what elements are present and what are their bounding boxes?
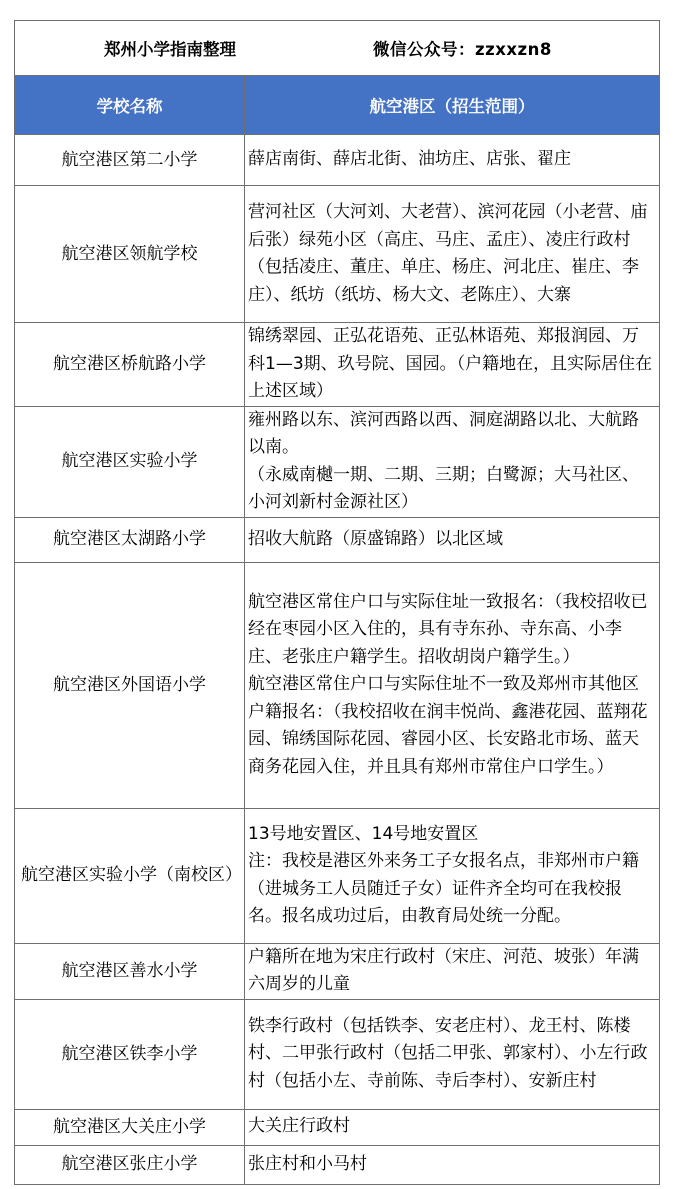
school-name: 航空港区太湖路小学 <box>15 517 245 562</box>
table-header-row <box>15 76 660 135</box>
enrollment-scope <box>245 943 660 999</box>
page-title: 郑州小学指南整理 <box>104 40 236 59</box>
scope-text: 招收大航路（原盛锦路）以北区域 <box>248 528 503 549</box>
table-row <box>15 517 660 562</box>
table-row <box>15 406 660 517</box>
school-name: 航空港区第二小学 <box>15 135 245 186</box>
table-row <box>15 808 660 943</box>
table-row <box>15 186 660 323</box>
enrollment-scope <box>245 186 660 323</box>
enrollment-scope <box>245 323 660 407</box>
scope-text: 大关庄行政村 <box>248 1116 350 1137</box>
scope-text: （永威南樾一期、二期、三期；白鹭源；大马社区、小河刘新村金源社区） <box>248 464 639 512</box>
scope-text: 薛店南街、薛店北街、油坊庄、店张、翟庄 <box>248 149 571 170</box>
title-row <box>15 21 660 76</box>
scope-text: 营河社区（大河刘、大老营）、滨河花园（小老营、庙后张）绿苑小区（高庄、马庄、孟庄）、凌庄行政村（包括凌庄、董庄、单庄、杨庄、河北庄、崔庄、李庄）、纸坊（纸坊、杨大文、老陈庄）、大寨 <box>248 202 648 305</box>
enrollment-scope <box>245 135 660 186</box>
table-row <box>15 135 660 186</box>
school-name: 航空港区善水小学 <box>15 943 245 999</box>
column-header-scope: 航空港区（招生范围） <box>245 76 660 135</box>
table-row <box>15 1109 660 1145</box>
table-row <box>15 562 660 808</box>
school-name: 航空港区铁李小学 <box>15 999 245 1109</box>
enrollment-scope <box>245 1109 660 1145</box>
enrollment-scope <box>245 517 660 562</box>
scope-text: 13号地安置区、14号地安置区 <box>248 823 479 844</box>
enrollment-scope <box>245 808 660 943</box>
table-row <box>15 1145 660 1184</box>
school-name: 航空港区领航学校 <box>15 186 245 323</box>
school-name: 航空港区桥航路小学 <box>15 323 245 407</box>
scope-text: 航空港区常住户口与实际住址一致报名：（我校招收已经在枣园小区入住的，具有寺东孙、寺东高、小李庄、老张庄户籍学生。招收胡岗户籍学生。） <box>248 591 648 667</box>
scope-text: 铁李行政村（包括铁李、安老庄村）、龙王村、陈楼村、二甲张行政村（包括二甲张、郭家村）、小左行政村（包括小左、寺前陈、寺后李村）、安新庄村 <box>248 1015 648 1091</box>
school-name: 航空港区大关庄小学 <box>15 1109 245 1145</box>
scope-text: 注：我校是港区外来务工子女报名点，非郑州市户籍（进城务工人员随迁子女）证件齐全均可在我校报名。报名成功过后，由教育局处统一分配。 <box>248 851 639 926</box>
guide-table-container <box>14 20 660 1185</box>
enrollment-table <box>14 20 660 1185</box>
wechat-account: 微信公众号：zzxxzn8 <box>373 40 552 59</box>
scope-text: 户籍所在地为宋庄行政村（宋庄、河范、坡张）年满六周岁的儿童 <box>248 946 639 994</box>
enrollment-scope <box>245 999 660 1109</box>
school-name: 航空港区实验小学 <box>15 406 245 517</box>
table-row <box>15 999 660 1109</box>
school-name: 航空港区张庄小学 <box>15 1145 245 1184</box>
enrollment-scope <box>245 1145 660 1184</box>
column-header-school: 学校名称 <box>15 76 245 135</box>
table-row <box>15 943 660 999</box>
school-name: 航空港区实验小学（南校区） <box>15 808 245 943</box>
scope-text: 雍州路以东、滨河西路以西、洞庭湖路以北、大航路以南。 <box>248 409 639 457</box>
enrollment-scope <box>245 406 660 517</box>
scope-text: 锦绣翠园、正弘花语苑、正弘林语苑、郑报润园、万科1—3期、玖号院、国园。（户籍地在，且实际居住在上述区域） <box>248 326 653 401</box>
scope-text: 张庄村和小马村 <box>248 1153 367 1174</box>
school-name: 航空港区外国语小学 <box>15 562 245 808</box>
enrollment-scope <box>245 562 660 808</box>
scope-text: 航空港区常住户口与实际住址不一致及郑州市其他区户籍报名：（我校招收在润丰悦尚、鑫港花园、蓝翔花园、锦绣国际花园、睿园小区、长安路北市场、蓝天商务花园入住，并且具有郑州市常住户口学生。） <box>248 674 648 777</box>
table-row <box>15 323 660 407</box>
